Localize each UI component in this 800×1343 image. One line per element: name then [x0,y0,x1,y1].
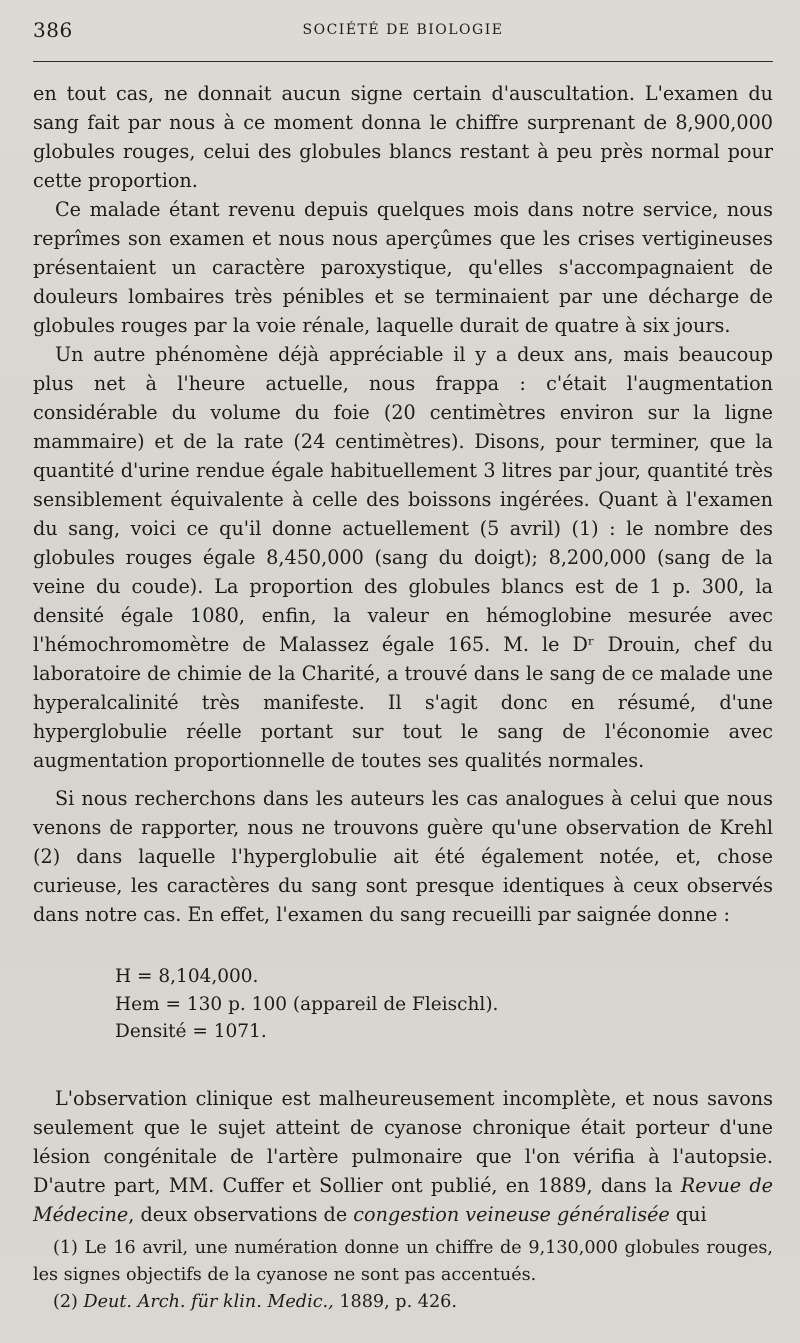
blood-value-hem: Hem = 130 p. 100 (appareil de Fleischl). [115,993,499,1015]
footnote-2-marker: (2) [53,1292,84,1312]
observation-text-2: , deux observations de [128,1202,354,1226]
medical-term: congestion veineuse généralisée [353,1202,670,1226]
paragraph-continuation: en tout cas, ne donnait aucun signe certain d'auscultation. L'examen du sang fait par nous à ce moment donna le chiffre surprenant de 8,900,000 globules rouges, celui des globules blancs restant à peu près normal pour cette proportion. [33,82,773,192]
journal-title: Revue de Médecine [33,1173,773,1226]
body-text [33,79,773,1229]
blood-value-h: H = 8,104,000. [115,966,259,987]
footnote-2-reference: Deut. Arch. für klin. Medic., [83,1292,334,1312]
footnotes [33,1235,773,1316]
footnote-1: (1) Le 16 avril, une numération donne un chiffre de 9,130,000 globules rouges, les signes objectifs de la cyanose ne sont pas accentués. [33,1238,773,1285]
paragraph-phenomene: Un autre phénomène déjà appréciable il y a deux ans, mais beaucoup plus net à l'heure actuelle, nous frappa : c'était l'augmentation considérable du volume du foie (20 centimètres environ sur la ligne mammaire) et de la rate (24 centimètres). Disons, pour terminer, que la quantité d'urine rendue égale habituellement 3 litres par jour, quantité très sensiblement équivalente à celle des boissons ingérées. Quant à l'examen du sang, voici ce qu'il donne actuellement (5 avril) (1) : le nombre des globules rouges égale 8,450,000 (sang du doigt); 8,200,000 (sang de la veine du coude). La proportion des globules blancs est de 1 p. 300, la densité égale 1080, enfin, la valeur en hémoglobine mesurée avec l'hémochromomètre de Malassez égale 165. M. le Dʳ Drouin, chef du laboratoire de chimie de la Charité, a trouvé dans le sang de ce malade une hyperalcalinité très manifeste. Il s'agit donc en résumé, d'une hyperglobulie réelle portant sur tout le sang de l'économie avec augmentation proportionnelle de toutes ses qualités normales. [33,343,773,772]
paragraph-crises: Ce malade étant revenu depuis quelques mois dans notre service, nous reprîmes son examen et nous nous aperçûmes que les crises vertigineuses présentaient un caractère paroxystique, qu'elles s'accompagnaient de douleurs lombaires très pénibles et se terminaient par une décharge de globules rouges par la voie rénale, laquelle durait de quatre à six jours. [33,198,773,337]
footnote-2-tail: 1889, p. 426. [333,1292,457,1312]
blood-value-densite: Densité = 1071. [115,1021,267,1042]
blood-values [115,963,773,1046]
header-rule [33,61,773,62]
page-header [33,14,773,44]
paragraph-krehl: Si nous recherchons dans les auteurs les cas analogues à celui que nous venons de rapporter, nous ne trouvons guère qu'une observation de Krehl (2) dans laquelle l'hyperglobulie ait été également notée, et, chose curieuse, les caractères du sang sont presque identiques à ceux observés dans notre cas. En effet, l'examen du sang recueilli par saignée donne : [33,787,773,926]
observation-text: L'observation clinique est malheureusement incomplète, et nous savons seulement que le sujet atteint de cyanose chronique était porteur d'une lésion congénitale de l'artère pulmonaire que l'on vérifia à l'autopsie. D'autre part, MM. Cuffer et Sollier ont publié, en 1889, dans la [33,1086,773,1197]
footnote-2 [33,1289,773,1316]
running-title: SOCIÉTÉ DE BIOLOGIE [302,22,504,38]
paragraph-observation [33,1084,773,1229]
observation-text-3: qui [669,1202,707,1226]
page-number: 386 [33,18,73,42]
